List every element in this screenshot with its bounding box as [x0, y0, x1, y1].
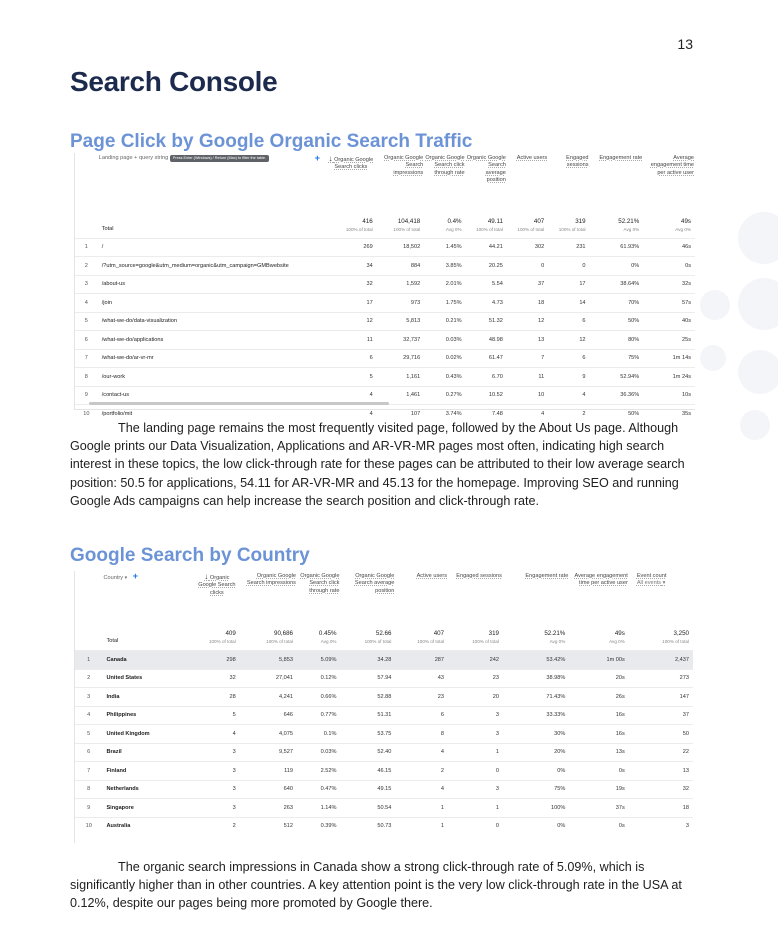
- total-cell: 52.21% Avg 0%: [544, 630, 566, 645]
- metric-cell: 973: [377, 294, 425, 313]
- filter-tooltip: Press Enter (Windows) / Return (Mac) to filter the table.: [170, 155, 269, 162]
- row-index: 1: [75, 651, 102, 670]
- metric-cell: 1: [395, 817, 448, 835]
- chevron-down-icon: ▾: [662, 580, 666, 587]
- total-cell: 49.11 100% of total: [476, 217, 503, 232]
- metric-cell: 287: [395, 651, 448, 670]
- metric-cell: 36.36%: [590, 386, 644, 405]
- metric-cell: 33.33%: [503, 706, 569, 725]
- metric-cell: 32,737: [377, 331, 425, 350]
- metric-cell: 3: [448, 780, 503, 799]
- metric-cell: 46.15: [340, 762, 395, 781]
- metric-cell: 100%: [503, 799, 569, 818]
- total-cell: 52.66 100% of total: [364, 630, 392, 645]
- metric-cell: 16s: [569, 725, 629, 744]
- metric-cell: 4: [194, 725, 240, 744]
- column-header[interactable]: Engagement rate: [525, 573, 569, 579]
- dimension-selector[interactable]: [102, 571, 194, 598]
- dimension-cell: /about-us: [98, 275, 325, 294]
- metric-cell: 12: [548, 331, 589, 350]
- metric-cell: 32: [629, 780, 693, 799]
- row-index: 1: [75, 238, 98, 257]
- metric-cell: 10s: [643, 386, 695, 405]
- analysis-paragraph-1: The landing page remains the most frequently visited page, followed by the About Us page. Although Google prints our Data Visualization, Applications and AR-VR-MR pages most often, indicating high search interest in these topics, the low click-through rate for these pages can be attributed to their low average search position: 50.5 for applications, 54.11 for AR-VR-MR and 45.13 for the homepage. Improving SEO and running Google Ads campaigns can help increase the search position and click-through rate.: [70, 421, 685, 508]
- dimension-cell: Finland: [102, 762, 194, 781]
- totals-row: [75, 598, 693, 651]
- dimension-cell: /what-we-do/data-visualization: [98, 312, 325, 331]
- column-header[interactable]: Organic Google Search impressions: [384, 155, 424, 176]
- metric-cell: 23: [448, 669, 503, 688]
- metric-cell: 3: [194, 799, 240, 818]
- table-row[interactable]: [75, 349, 695, 368]
- metric-cell: 1m 00s: [569, 651, 629, 670]
- dimension-cell: /: [98, 238, 325, 257]
- analysis-paragraph-2: The organic search impressions in Canada show a strong click-through rate of 5.09%, which is significantly higher than in other countries. A key attention point is the very low click-through rate in the USA at 0.12%, despite our pages being more promoted by Google there.: [70, 860, 682, 911]
- metric-cell: 10: [507, 386, 548, 405]
- dimension-cell: Singapore: [102, 799, 194, 818]
- section-title-landing: Page Click by Google Organic Search Traffic: [70, 131, 473, 152]
- metric-cell: 0.43%: [424, 368, 465, 387]
- row-index: 5: [75, 725, 102, 744]
- row-index: 10: [75, 817, 102, 835]
- metric-cell: 53.42%: [503, 651, 569, 670]
- sort-arrow-icon: ↓: [204, 572, 209, 581]
- column-header[interactable]: ↓ Organic Google Search clicks: [198, 572, 236, 596]
- metric-cell: 0s: [569, 817, 629, 835]
- metric-cell: 51.32: [466, 312, 507, 331]
- metric-cell: 2,437: [629, 651, 693, 670]
- metric-cell: 2.01%: [424, 275, 465, 294]
- country-table-body: [75, 651, 693, 836]
- metric-cell: 1m 24s: [643, 368, 695, 387]
- column-header[interactable]: Organic Google Search average position: [466, 155, 506, 184]
- table-row[interactable]: [75, 799, 693, 818]
- metric-cell: 32: [325, 275, 377, 294]
- table-row[interactable]: [75, 743, 693, 762]
- metric-cell: 61.93%: [590, 238, 644, 257]
- metric-cell: 25s: [643, 331, 695, 350]
- row-index: 3: [75, 688, 102, 707]
- metric-cell: 0s: [643, 257, 695, 276]
- metric-cell: 75%: [590, 349, 644, 368]
- metric-cell: 4: [548, 386, 589, 405]
- dimension-cell: Canada: [102, 651, 194, 670]
- metric-cell: 29,716: [377, 349, 425, 368]
- total-cell: 49s Avg 0%: [609, 630, 625, 645]
- total-cell: 0.45% Avg 0%: [318, 630, 337, 645]
- background-dot: [700, 290, 730, 320]
- metric-cell: 1,461: [377, 386, 425, 405]
- metric-cell: 9,527: [240, 743, 297, 762]
- metric-cell: 4: [325, 405, 377, 423]
- metric-cell: 50%: [590, 312, 644, 331]
- table-row[interactable]: [75, 368, 695, 387]
- metric-cell: 1,592: [377, 275, 425, 294]
- total-label: Total: [106, 638, 119, 645]
- total-cell: 319 100% of total: [472, 630, 499, 645]
- metric-cell: 269: [325, 238, 377, 257]
- dimension-cell: Australia: [102, 817, 194, 835]
- metric-cell: 1m 14s: [643, 349, 695, 368]
- metric-cell: 0.1%: [297, 725, 340, 744]
- table-row[interactable]: [75, 651, 693, 670]
- background-dot: [740, 410, 770, 440]
- column-header[interactable]: Engagement rate: [599, 155, 643, 161]
- add-dimension-icon[interactable]: +: [132, 571, 138, 581]
- column-header[interactable]: Active users: [416, 573, 448, 579]
- column-header[interactable]: Organic Google Search click through rate: [300, 573, 340, 594]
- metric-cell: 75%: [503, 780, 569, 799]
- dimension-cell: /contact-us: [98, 386, 325, 405]
- metric-cell: 1.75%: [424, 294, 465, 313]
- metric-cell: 18,502: [377, 238, 425, 257]
- background-dot: [738, 212, 778, 264]
- column-header[interactable]: Organic Google Search click through rate: [425, 155, 465, 176]
- metric-cell: 18: [629, 799, 693, 818]
- metric-cell: 57.94: [340, 669, 395, 688]
- metric-cell: 4: [507, 405, 548, 423]
- metric-cell: 13: [507, 331, 548, 350]
- metric-cell: 17: [548, 275, 589, 294]
- metric-cell: 80%: [590, 331, 644, 350]
- metric-cell: 57s: [643, 294, 695, 313]
- metric-cell: 14: [548, 294, 589, 313]
- metric-cell: 263: [240, 799, 297, 818]
- metric-cell: 0: [507, 257, 548, 276]
- metric-cell: 1: [448, 799, 503, 818]
- metric-cell: 1,161: [377, 368, 425, 387]
- metric-cell: 70%: [590, 294, 644, 313]
- metric-cell: 50%: [590, 405, 644, 423]
- metric-cell: 50: [629, 725, 693, 744]
- event-filter-dropdown[interactable]: All events ▾: [636, 580, 666, 587]
- metric-cell: 0.02%: [424, 349, 465, 368]
- metric-cell: 1: [395, 799, 448, 818]
- metric-cell: 8: [395, 725, 448, 744]
- section-title-country: Google Search by Country: [70, 545, 310, 566]
- table-row[interactable]: [75, 294, 695, 313]
- metric-cell: 119: [240, 762, 297, 781]
- add-dimension-icon[interactable]: +: [314, 153, 321, 163]
- metric-cell: 0.39%: [297, 817, 340, 835]
- dimension-cell: Netherlands: [102, 780, 194, 799]
- total-cell: 90,686 100% of total: [266, 630, 293, 645]
- metric-cell: 10.52: [466, 386, 507, 405]
- column-header[interactable]: Engaged sessions: [456, 573, 502, 579]
- table-row[interactable]: [75, 238, 695, 257]
- dimension-cell: /portfolio/mit: [98, 405, 325, 423]
- metric-cell: 26s: [569, 688, 629, 707]
- metric-cell: 4: [395, 780, 448, 799]
- metric-cell: 0.12%: [297, 669, 340, 688]
- metric-cell: 50.73: [340, 817, 395, 835]
- metric-cell: 3.74%: [424, 405, 465, 423]
- dimension-cell: /what-we-do/ar-vr-mr: [98, 349, 325, 368]
- metric-cell: 20.25: [466, 257, 507, 276]
- dimension-cell: /our-work: [98, 368, 325, 387]
- metric-cell: 16s: [569, 706, 629, 725]
- metric-cell: 273: [629, 669, 693, 688]
- metric-cell: 30%: [503, 725, 569, 744]
- row-index: 8: [75, 780, 102, 799]
- row-index: 9: [75, 799, 102, 818]
- metric-cell: 1.45%: [424, 238, 465, 257]
- metric-cell: 3: [194, 743, 240, 762]
- metric-cell: 0: [448, 762, 503, 781]
- metric-cell: 18: [507, 294, 548, 313]
- metric-cell: 0: [448, 817, 503, 835]
- metric-cell: 6: [325, 349, 377, 368]
- total-cell: 319 100% of total: [558, 217, 586, 232]
- metric-cell: 298: [194, 651, 240, 670]
- metric-cell: 646: [240, 706, 297, 725]
- table-row[interactable]: [75, 725, 693, 744]
- metric-cell: 38.98%: [503, 669, 569, 688]
- metric-cell: 38.64%: [590, 275, 644, 294]
- metric-cell: 17: [325, 294, 377, 313]
- column-header[interactable]: Engaged sessions: [566, 155, 589, 169]
- column-header[interactable]: Average engagement time per active user: [650, 155, 694, 176]
- total-cell: 104,418 100% of total: [393, 217, 421, 232]
- row-index: 6: [75, 743, 102, 762]
- metric-cell: 5,813: [377, 312, 425, 331]
- metric-cell: 242: [448, 651, 503, 670]
- total-cell: 52.21% Avg 0%: [618, 217, 640, 232]
- metric-cell: 50.54: [340, 799, 395, 818]
- metric-cell: 4: [395, 743, 448, 762]
- metric-cell: 9: [548, 368, 589, 387]
- metric-cell: 3: [629, 817, 693, 835]
- table-row[interactable]: [75, 706, 693, 725]
- metric-cell: 4,241: [240, 688, 297, 707]
- row-index: 7: [75, 349, 98, 368]
- dimension-cell: /join: [98, 294, 325, 313]
- metric-cell: 35s: [643, 405, 695, 423]
- metric-cell: 0%: [503, 762, 569, 781]
- row-index: 3: [75, 275, 98, 294]
- metric-cell: 3.85%: [424, 257, 465, 276]
- landing-page-table-panel: [74, 153, 695, 417]
- metric-cell: 0.77%: [297, 706, 340, 725]
- metric-cell: 147: [629, 688, 693, 707]
- metric-cell: 52.94%: [590, 368, 644, 387]
- metric-cell: 20: [448, 688, 503, 707]
- metric-cell: 231: [548, 238, 589, 257]
- country-table-panel: [74, 571, 693, 843]
- metric-cell: 61.47: [466, 349, 507, 368]
- horizontal-scrollbar[interactable]: [89, 402, 389, 405]
- background-dot: [700, 345, 726, 371]
- table-row[interactable]: [75, 780, 693, 799]
- dimension-label: Landing page + query string: [98, 155, 169, 161]
- metric-cell: 512: [240, 817, 297, 835]
- metric-cell: 3: [448, 725, 503, 744]
- metric-cell: 37: [629, 706, 693, 725]
- metric-cell: 43: [395, 669, 448, 688]
- column-header[interactable]: Organic Google Search average position: [354, 573, 395, 594]
- metric-cell: 34: [325, 257, 377, 276]
- row-index: 10: [75, 405, 98, 423]
- column-header[interactable]: Organic Google Search impressions: [246, 573, 296, 587]
- metric-cell: 2.52%: [297, 762, 340, 781]
- table-row[interactable]: [75, 257, 695, 276]
- total-cell: 409 100% of total: [208, 630, 236, 645]
- metric-cell: 4: [325, 386, 377, 405]
- metric-cell: 20%: [503, 743, 569, 762]
- table-row[interactable]: [75, 669, 693, 688]
- metric-cell: 48.98: [466, 331, 507, 350]
- metric-cell: 37s: [569, 799, 629, 818]
- metric-cell: 3: [448, 706, 503, 725]
- metric-cell: 49.15: [340, 780, 395, 799]
- metric-cell: 0.66%: [297, 688, 340, 707]
- metric-cell: 4.73: [466, 294, 507, 313]
- row-index: 2: [75, 669, 102, 688]
- column-header[interactable]: ↓ Organic Google Search clicks: [328, 154, 374, 171]
- metric-cell: 5: [194, 706, 240, 725]
- metric-cell: 302: [507, 238, 548, 257]
- dimension-cell: India: [102, 688, 194, 707]
- dimension-cell: United States: [102, 669, 194, 688]
- table-row[interactable]: [75, 817, 693, 835]
- dimension-cell: Brazil: [102, 743, 194, 762]
- country-table: [75, 571, 693, 835]
- metric-cell: 5.09%: [297, 651, 340, 670]
- metric-cell: 11: [507, 368, 548, 387]
- metric-cell: 3: [194, 780, 240, 799]
- metric-cell: 3: [194, 762, 240, 781]
- chevron-down-icon: ▾: [124, 575, 128, 581]
- metric-cell: 37: [507, 275, 548, 294]
- total-cell: 3,250 100% of total: [662, 630, 689, 645]
- table-row[interactable]: [75, 331, 695, 350]
- metric-cell: 0%: [590, 257, 644, 276]
- table-row[interactable]: [75, 688, 693, 707]
- dimension-cell: /?utm_source=google&utm_medium=organic&utm_campaign=GMBwebsite: [98, 257, 325, 276]
- row-index: 4: [75, 706, 102, 725]
- metric-cell: 7: [507, 349, 548, 368]
- landing-table-body: [75, 238, 695, 423]
- dimension-cell: United Kingdom: [102, 725, 194, 744]
- metric-cell: 32: [194, 669, 240, 688]
- metric-cell: 6: [395, 706, 448, 725]
- metric-cell: 2: [548, 405, 589, 423]
- row-index: 4: [75, 294, 98, 313]
- total-cell: 0.4% Avg 0%: [445, 217, 462, 232]
- metric-cell: 23: [395, 688, 448, 707]
- metric-cell: 6: [548, 349, 589, 368]
- sort-arrow-icon: ↓: [328, 154, 333, 163]
- total-cell: 49s Avg 0%: [675, 217, 691, 232]
- metric-cell: 5.54: [466, 275, 507, 294]
- metric-cell: 22: [629, 743, 693, 762]
- column-header[interactable]: Active users: [516, 155, 548, 161]
- metric-cell: 1.14%: [297, 799, 340, 818]
- page-title: Search Console: [70, 66, 278, 97]
- metric-cell: 6.70: [466, 368, 507, 387]
- metric-cell: 20s: [569, 669, 629, 688]
- dimension-label: Country: [103, 575, 124, 581]
- column-header[interactable]: Average engagement time per active user: [574, 573, 628, 587]
- metric-cell: 5,853: [240, 651, 297, 670]
- metric-cell: 28: [194, 688, 240, 707]
- total-cell: 416 100% of total: [345, 217, 373, 232]
- metric-cell: 0.03%: [424, 331, 465, 350]
- metric-cell: 13: [629, 762, 693, 781]
- metric-cell: 6: [548, 312, 589, 331]
- total-cell: 407 100% of total: [417, 630, 445, 645]
- metric-cell: 11: [325, 331, 377, 350]
- metric-cell: 12: [507, 312, 548, 331]
- total-label: Total: [101, 225, 114, 232]
- table-row[interactable]: [75, 762, 693, 781]
- dimension-cell: Philippines: [102, 706, 194, 725]
- metric-cell: 40s: [643, 312, 695, 331]
- metric-cell: 27,041: [240, 669, 297, 688]
- event-count-header[interactable]: Event count All events ▾: [629, 571, 693, 598]
- row-index: 9: [75, 386, 98, 405]
- metric-cell: 32s: [643, 275, 695, 294]
- totals-row: [75, 186, 695, 239]
- metric-cell: 0.47%: [297, 780, 340, 799]
- metric-cell: 0s: [569, 762, 629, 781]
- metric-cell: 13s: [569, 743, 629, 762]
- metric-cell: 71.43%: [503, 688, 569, 707]
- metric-cell: 19s: [569, 780, 629, 799]
- metric-cell: 0: [548, 257, 589, 276]
- metric-cell: 884: [377, 257, 425, 276]
- table-row[interactable]: [75, 312, 695, 331]
- metric-cell: 0.03%: [297, 743, 340, 762]
- metric-cell: 52.88: [340, 688, 395, 707]
- background-dot: [738, 278, 778, 330]
- row-index: 6: [75, 331, 98, 350]
- page-number: 13: [677, 36, 693, 52]
- metric-cell: 1: [448, 743, 503, 762]
- row-index: 5: [75, 312, 98, 331]
- metric-cell: 0.21%: [424, 312, 465, 331]
- metric-cell: 44.21: [466, 238, 507, 257]
- metric-cell: 2: [194, 817, 240, 835]
- metric-cell: 34.28: [340, 651, 395, 670]
- row-index: 2: [75, 257, 98, 276]
- background-dot: [738, 350, 778, 394]
- metric-cell: 53.75: [340, 725, 395, 744]
- dimension-selector[interactable]: [98, 153, 325, 186]
- metric-cell: 12: [325, 312, 377, 331]
- row-index: 8: [75, 368, 98, 387]
- metric-cell: 4,075: [240, 725, 297, 744]
- metric-cell: 0%: [503, 817, 569, 835]
- metric-cell: 46s: [643, 238, 695, 257]
- metric-cell: 2: [395, 762, 448, 781]
- metric-cell: 107: [377, 405, 425, 423]
- landing-page-table: [75, 153, 695, 423]
- metric-cell: 51.31: [340, 706, 395, 725]
- metric-cell: 7.48: [466, 405, 507, 423]
- metric-cell: 52.40: [340, 743, 395, 762]
- metric-cell: 0.27%: [424, 386, 465, 405]
- dimension-cell: /what-we-do/applications: [98, 331, 325, 350]
- total-cell: 407 100% of total: [517, 217, 545, 232]
- table-row[interactable]: [75, 275, 695, 294]
- metric-cell: 640: [240, 780, 297, 799]
- metric-cell: 5: [325, 368, 377, 387]
- row-index: 7: [75, 762, 102, 781]
